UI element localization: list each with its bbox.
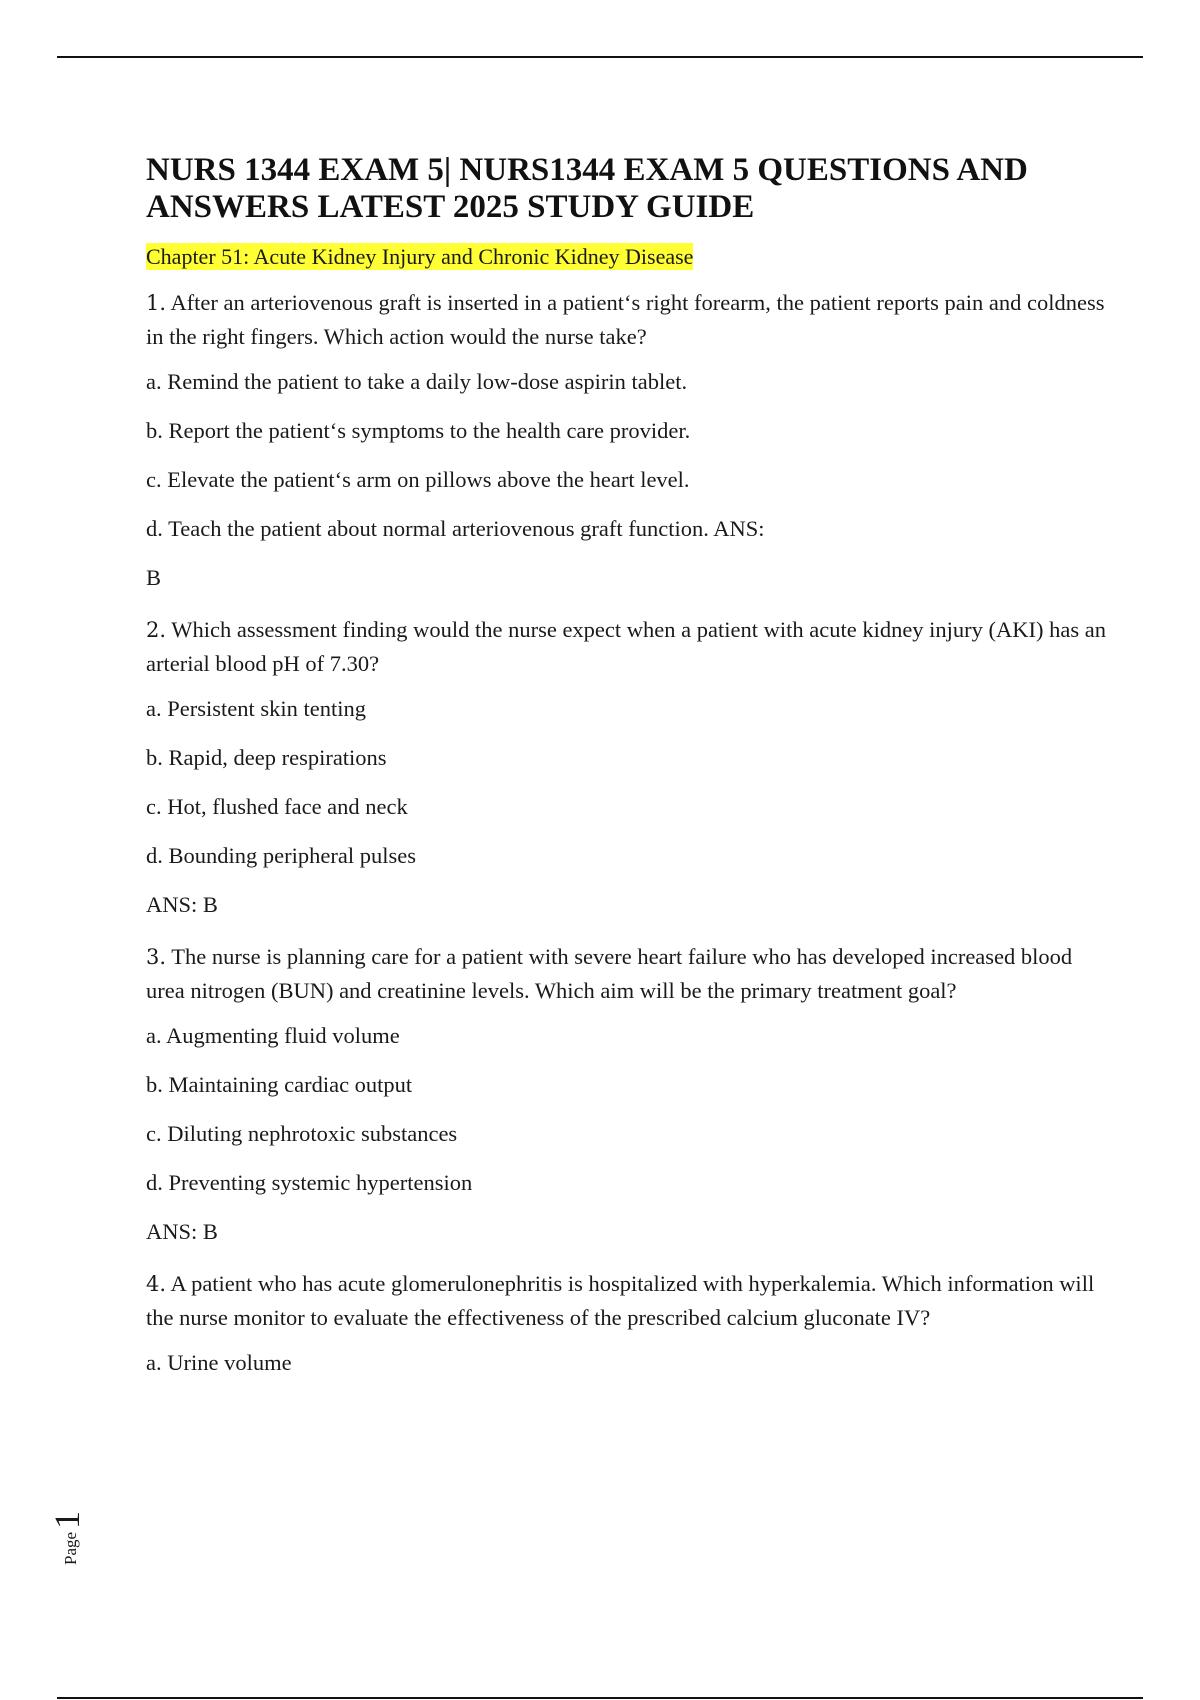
q1-answer: B [146, 565, 162, 590]
question-3 [146, 940, 1106, 1008]
bottom-rule [57, 1697, 1143, 1699]
q2-option-d: d. Bounding peripheral pulses [146, 843, 416, 868]
document-body [146, 152, 1106, 1398]
q1-option-b: b. Report the patient‘s symptoms to the health care provider. [146, 418, 691, 443]
question-4 [146, 1267, 1106, 1335]
question-1 [146, 286, 1106, 354]
q1-option-c: c. Elevate the patient‘s arm on pillows above the heart level. [146, 467, 690, 492]
top-rule [57, 56, 1143, 58]
q3-option-b: b. Maintaining cardiac output [146, 1072, 413, 1097]
document-title: NURS 1344 EXAM 5| NURS1344 EXAM 5 QUESTIONS AND ANSWERS LATEST 2025 STUDY GUIDE [146, 152, 1028, 225]
question-text: The nurse is planning care for a patient with severe heart failure who has developed increased blood urea nitrogen (BUN) and creatinine levels. Which aim will be the primary treatment goal? [146, 944, 1073, 1003]
question-text: Which assessment finding would the nurse expect when a patient with acute kidney injury (AKI) has an arterial blood pH of 7.30? [146, 617, 1107, 676]
q2-option-a: a. Persistent skin tenting [146, 696, 366, 721]
q3-option-a: a. Augmenting fluid volume [146, 1023, 400, 1048]
q4-option-a: a. Urine volume [146, 1350, 292, 1375]
page-number-label [46, 1465, 87, 1565]
page-number: 1 [47, 1510, 87, 1529]
question-text: A patient who has acute glomerulonephritis is hospitalized with hyperkalemia. Which information will the nurse monitor to evaluate the effectiveness of the prescribed calcium gluconate IV? [146, 1271, 1095, 1330]
question-number: 4. [146, 1272, 167, 1296]
q3-answer: ANS: B [146, 1219, 218, 1244]
q1-option-a: a. Remind the patient to take a daily low-dose aspirin tablet. [146, 369, 688, 394]
question-number: 3. [146, 945, 167, 969]
chapter-highlight: Chapter 51: Acute Kidney Injury and Chronic Kidney Disease [146, 244, 694, 269]
question-number: 1. [146, 291, 167, 315]
q1-option-d: d. Teach the patient about normal arteriovenous graft function. ANS: [146, 516, 765, 541]
q2-answer: ANS: B [146, 892, 218, 917]
question-number: 2. [146, 618, 167, 642]
q2-option-c: c. Hot, flushed face and neck [146, 794, 408, 819]
q3-option-d: d. Preventing systemic hypertension [146, 1170, 473, 1195]
q2-option-b: b. Rapid, deep respirations [146, 745, 387, 770]
page-word: Page [61, 1531, 80, 1565]
question-text: After an arteriovenous graft is inserted in a patient‘s right forearm, the patient reports pain and coldness in the right fingers. Which action would the nurse take? [146, 290, 1105, 349]
q3-option-c: c. Diluting nephrotoxic substances [146, 1121, 458, 1146]
chapter-heading [146, 243, 1106, 271]
question-2 [146, 613, 1106, 681]
